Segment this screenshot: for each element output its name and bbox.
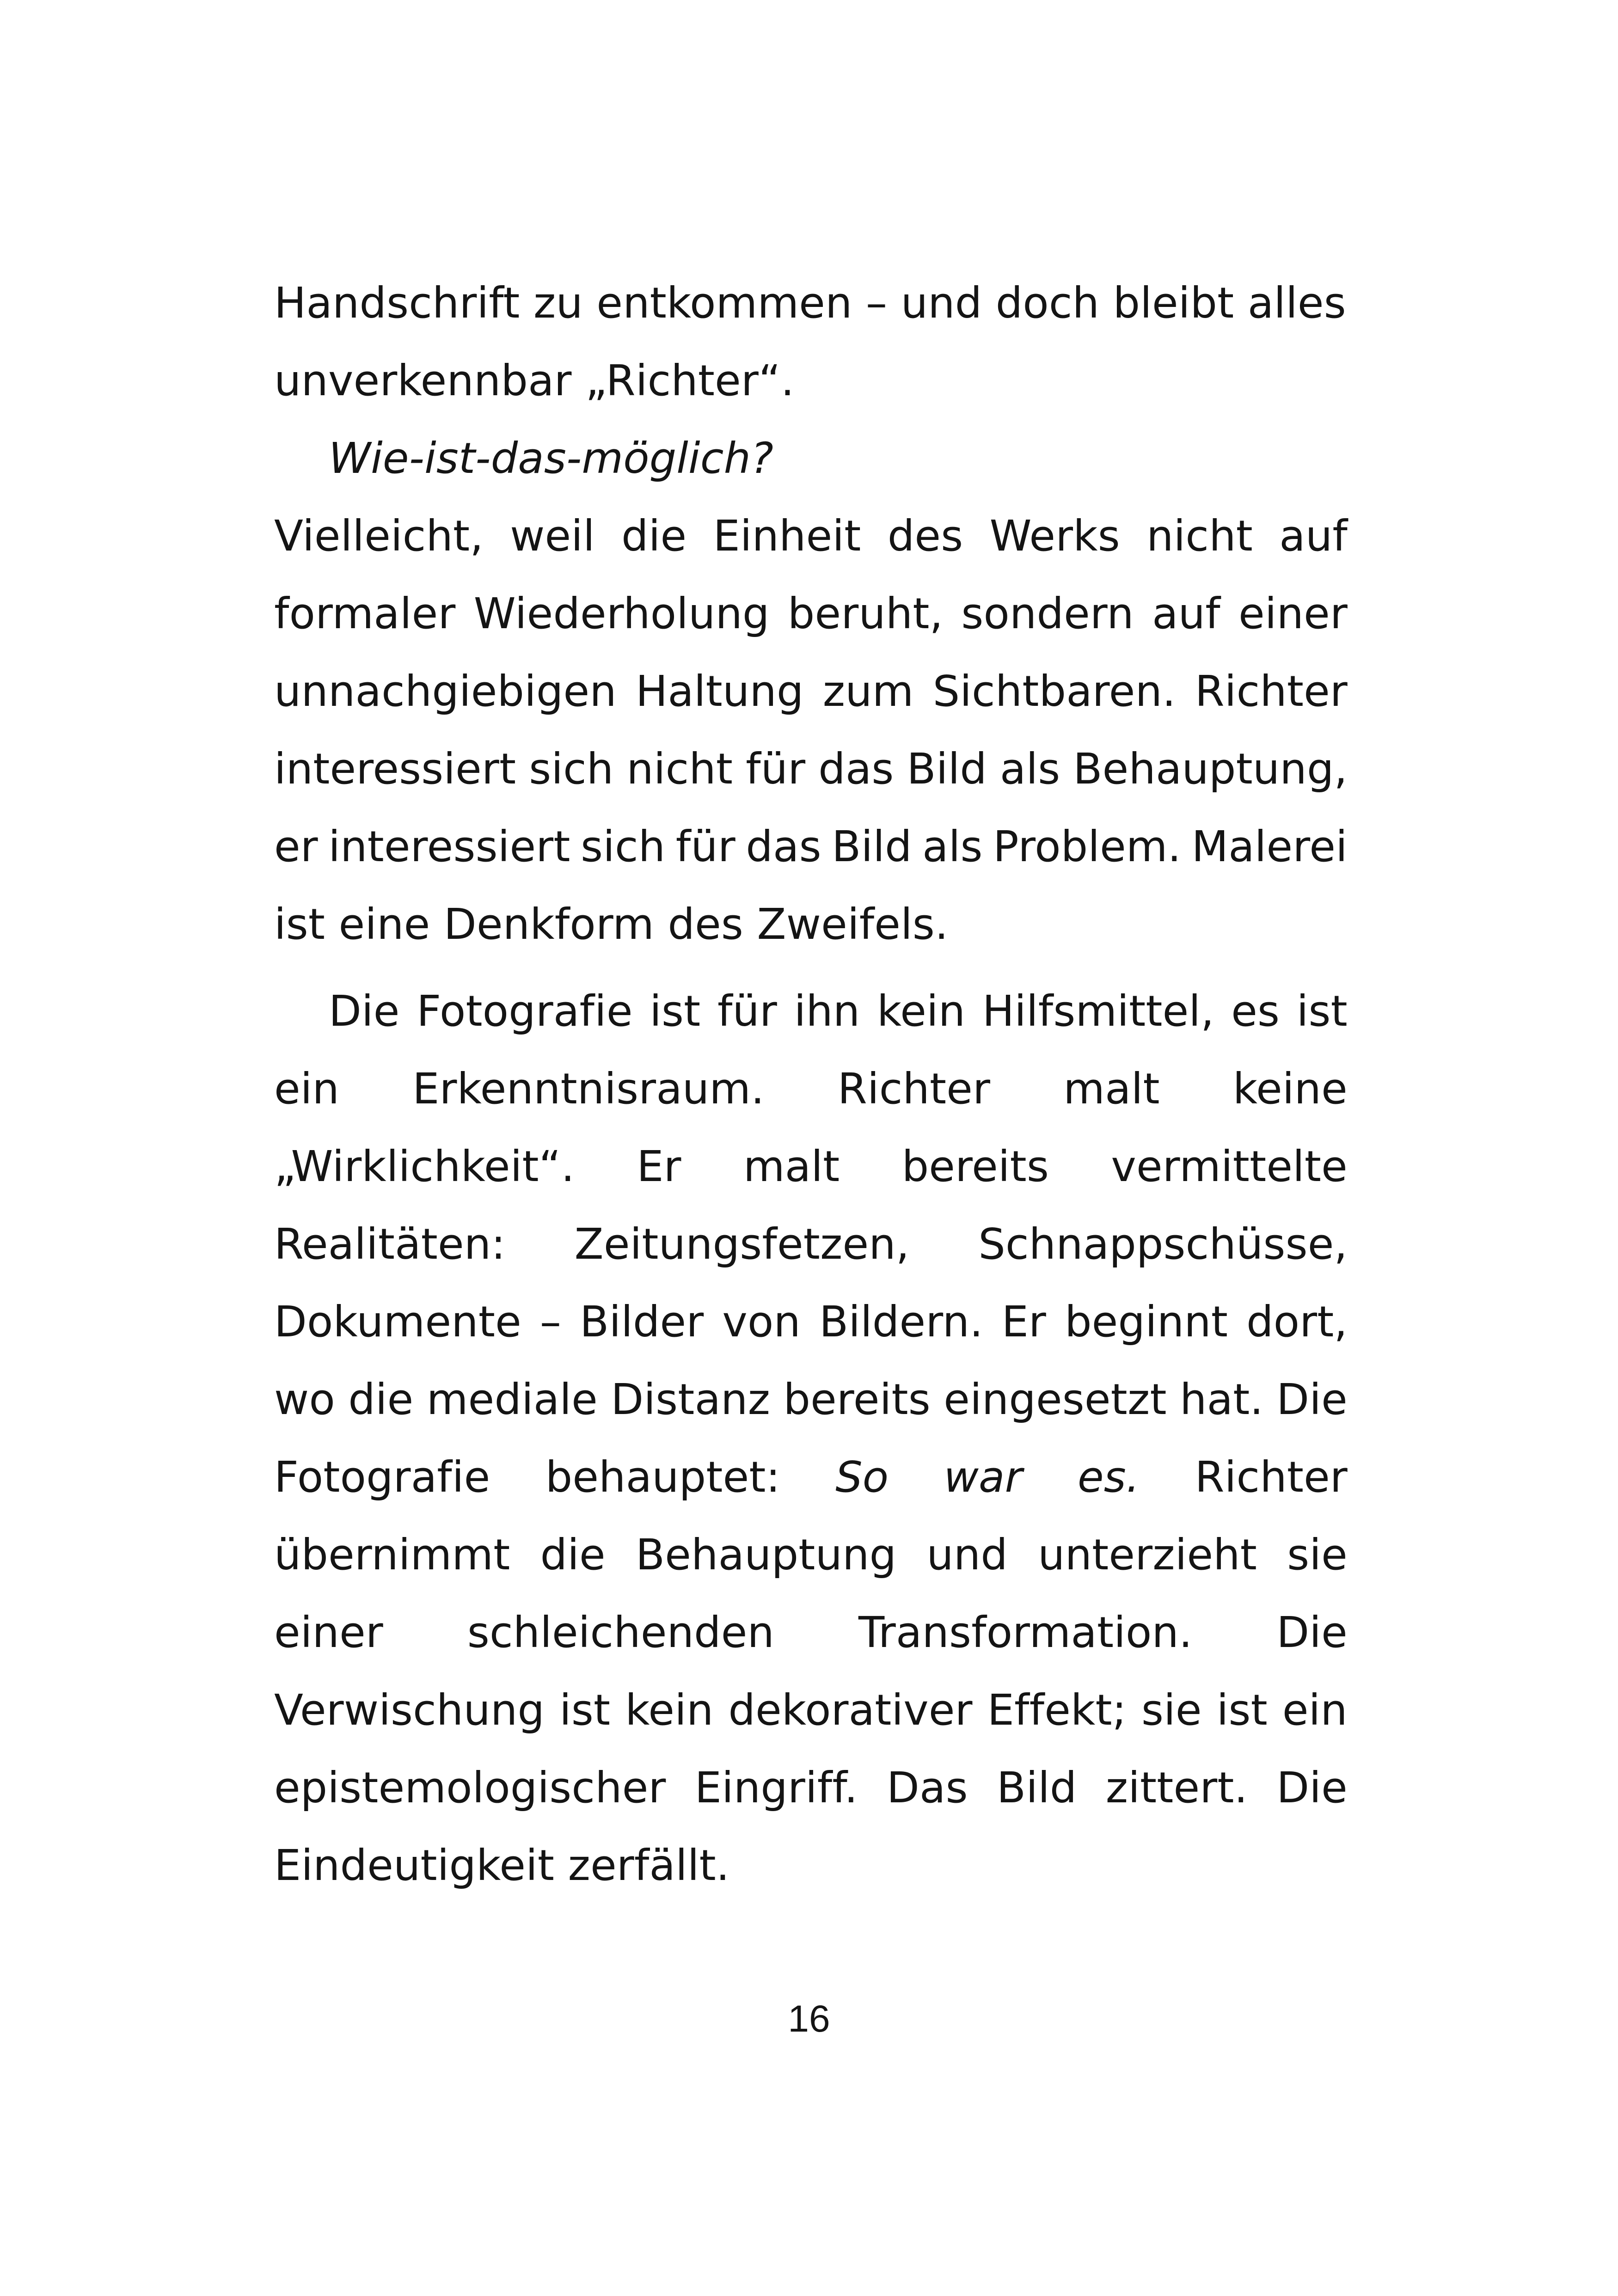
text-line: [274, 1128, 1348, 1206]
italic-word: war: [944, 1452, 1023, 1502]
word: Malerei: [1191, 822, 1348, 871]
word: Hilfsmittel,: [982, 986, 1214, 1036]
paragraph-gap: [274, 963, 1348, 973]
word: für: [746, 744, 806, 794]
word: ist: [559, 1685, 611, 1735]
text-line: [274, 497, 1348, 575]
word: ihn: [794, 986, 860, 1036]
text-line: [274, 1361, 1348, 1439]
word: zittert.: [1105, 1763, 1248, 1812]
word: hat.: [1180, 1375, 1263, 1424]
word: beginnt: [1065, 1297, 1228, 1347]
word: zum: [822, 667, 914, 716]
word: Die: [1276, 1763, 1348, 1812]
word: Haltung: [635, 667, 804, 716]
word: Einheit: [713, 511, 861, 561]
word: sie: [1141, 1685, 1202, 1735]
word: einer: [1238, 589, 1348, 638]
word: wo: [274, 1375, 335, 1424]
word: nicht: [1146, 511, 1253, 561]
word: nicht: [626, 744, 733, 794]
text-line: [274, 1516, 1348, 1594]
word: einer: [274, 1608, 383, 1657]
word: Transformation.: [858, 1608, 1193, 1657]
text-line: [274, 1050, 1348, 1128]
text-line: [274, 575, 1348, 653]
text-line: [274, 808, 1348, 886]
word: Bild: [907, 744, 987, 794]
word: Eingriff.: [694, 1763, 858, 1812]
word: und: [926, 1530, 1008, 1580]
word: ist: [1216, 1685, 1268, 1735]
word: sich: [581, 822, 666, 871]
word: Dokumente: [274, 1297, 521, 1347]
text-line: [274, 1206, 1348, 1283]
word: weil: [510, 511, 595, 561]
word: die: [540, 1530, 606, 1580]
word: von: [722, 1297, 801, 1347]
word: Erkenntnisraum.: [412, 1064, 765, 1114]
word: Bildern.: [819, 1297, 983, 1347]
word: formaler: [274, 589, 456, 638]
word: Problem.: [993, 822, 1182, 871]
word: kein: [877, 986, 966, 1036]
word: malt: [743, 1142, 840, 1191]
word: „Wirklichkeit“.: [274, 1142, 575, 1191]
word: übernimmt: [274, 1530, 510, 1580]
word: unterzieht: [1038, 1530, 1257, 1580]
word: eingesetzt: [944, 1375, 1167, 1424]
text-line: [274, 1594, 1348, 1671]
word: Verwischung: [274, 1685, 545, 1735]
word: bereits: [901, 1142, 1049, 1191]
text-line: [274, 1671, 1348, 1749]
word: dort,: [1246, 1297, 1348, 1347]
word: interessiert: [274, 744, 516, 794]
word: Bild: [997, 1763, 1077, 1812]
word: Behauptung,: [1073, 744, 1348, 794]
word: mediale: [426, 1375, 598, 1424]
text-line: Eindeutigkeit zerfällt.: [274, 1841, 730, 1890]
word: behauptet:: [545, 1452, 780, 1502]
text-line: [274, 1749, 1348, 1827]
word: ist: [1296, 986, 1348, 1036]
word: interessiert: [328, 822, 570, 871]
word: als: [922, 822, 983, 871]
word: des: [887, 511, 963, 561]
text-line: Handschrift zu entkommen – und doch bleibt alles: [274, 278, 1346, 328]
word: Das: [886, 1763, 968, 1812]
text-line: [274, 1283, 1348, 1361]
word: keine: [1232, 1064, 1348, 1114]
word: ein: [274, 1064, 340, 1114]
word: für: [717, 986, 778, 1036]
word: Er: [1001, 1297, 1047, 1347]
text-line: ist eine Denkform des Zweifels.: [274, 900, 949, 949]
word: Sichtbaren.: [932, 667, 1176, 716]
word: Fotografie: [274, 1452, 490, 1502]
word: Realitäten:: [274, 1219, 506, 1269]
word: –: [539, 1297, 562, 1347]
word: schleichenden: [467, 1608, 775, 1657]
italic-word: So: [835, 1452, 889, 1502]
italic-question: Wie-ist-das-möglich?: [329, 434, 774, 483]
word: es: [1231, 986, 1280, 1036]
word: dekorativer: [728, 1685, 973, 1735]
word: ist: [650, 986, 701, 1036]
word: er: [274, 822, 318, 871]
word: die: [621, 511, 687, 561]
word: das: [818, 744, 894, 794]
word: kein: [625, 1685, 714, 1735]
word: auf: [1279, 511, 1348, 561]
text-line: [274, 1439, 1348, 1516]
word: Fotografie: [417, 986, 633, 1036]
word: die: [348, 1375, 414, 1424]
text-line: [274, 653, 1348, 730]
word: ein: [1282, 1685, 1348, 1735]
word: Schnappschüsse,: [978, 1219, 1348, 1269]
word: malt: [1063, 1064, 1160, 1114]
word: Die: [329, 986, 400, 1036]
word: Richter: [1195, 667, 1348, 716]
word: epistemologischer: [274, 1763, 666, 1812]
word: Vielleicht,: [274, 511, 484, 561]
word: unnachgiebigen: [274, 667, 617, 716]
word: Richter: [1195, 1452, 1348, 1502]
text-line: [274, 730, 1348, 808]
word: Bild: [832, 822, 912, 871]
word: als: [999, 744, 1060, 794]
word: Bilder: [580, 1297, 704, 1347]
word: Richter: [837, 1064, 991, 1114]
text-line: unverkennbar „Richter“.: [274, 356, 795, 405]
word: sondern: [961, 589, 1134, 638]
word: Effekt;: [987, 1685, 1127, 1735]
word: Distanz: [611, 1375, 771, 1424]
word: Wiederholung: [473, 589, 770, 638]
word: Werks: [989, 511, 1120, 561]
word: auf: [1152, 589, 1220, 638]
page-number: 16: [788, 1998, 830, 2040]
italic-word: es.: [1077, 1452, 1140, 1502]
word: Die: [1276, 1375, 1348, 1424]
word: Behauptung: [635, 1530, 897, 1580]
word: Die: [1276, 1608, 1348, 1657]
word: das: [746, 822, 821, 871]
word: sich: [529, 744, 614, 794]
word: bereits: [783, 1375, 931, 1424]
word: Er: [637, 1142, 681, 1191]
word: beruht,: [787, 589, 944, 638]
text-line: [274, 973, 1348, 1050]
body-text: [274, 264, 1348, 1904]
word: Zeitungsfetzen,: [574, 1219, 910, 1269]
word: für: [675, 822, 735, 871]
word: vermittelte: [1111, 1142, 1348, 1191]
word: sie: [1287, 1530, 1348, 1580]
